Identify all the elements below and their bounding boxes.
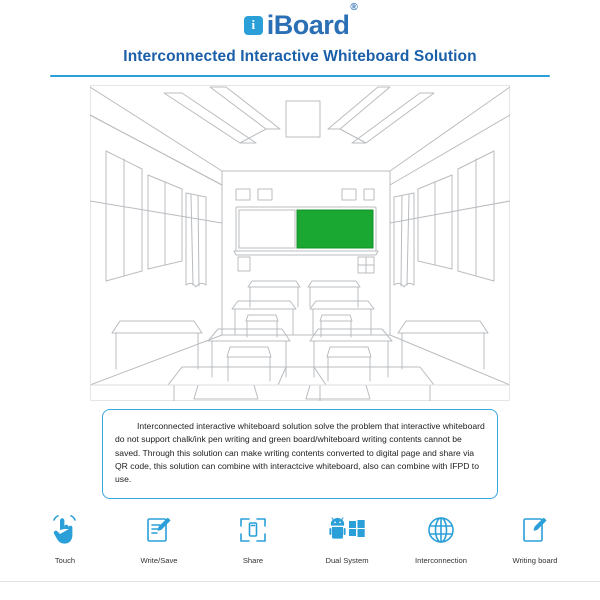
share-devices-icon <box>238 513 268 547</box>
globe-interconnection-icon <box>426 513 456 547</box>
dual-system-icon <box>329 513 365 547</box>
description-box <box>102 409 498 499</box>
feature-dual-system[interactable] <box>310 513 384 565</box>
feature-label: Touch <box>54 555 76 565</box>
feature-writing-board[interactable] <box>498 513 572 565</box>
brand-name: iBoard® <box>266 1 358 40</box>
feature-label: Share <box>242 555 264 565</box>
feature-share[interactable] <box>216 513 290 565</box>
feature-interconnection[interactable] <box>404 513 478 565</box>
feature-label: Interconnection <box>415 555 467 565</box>
description-text: Interconnected interactive whiteboard solution solve the problem that interactive whiteboard do not support chalk/ink pen writing and green board/whiteboard writing contents cannot be saved. Through this solution can make writing contents converted to digital page and share via QR code, this solution can combine with interactcive whiteboard, also can combine with IFPD to use. <box>115 421 485 485</box>
feature-list <box>0 513 600 565</box>
feature-touch[interactable] <box>28 513 102 565</box>
brand-logo <box>0 0 600 42</box>
logo-mark-icon <box>244 16 263 35</box>
registered-mark: ® <box>350 1 358 13</box>
feature-write-save[interactable] <box>122 513 196 565</box>
footer-divider <box>0 581 600 582</box>
touch-hand-icon <box>51 513 79 547</box>
writing-board-icon <box>521 513 549 547</box>
classroom-illustration <box>90 85 510 401</box>
feature-label: Writing board <box>512 555 558 565</box>
feature-label: Dual System <box>325 555 369 565</box>
page-title: Interconnected Interactive Whiteboard Solution <box>123 48 477 65</box>
write-save-icon <box>145 513 173 547</box>
logo-mark-letter: i <box>251 17 256 32</box>
feature-label: Write/Save <box>140 555 178 565</box>
title-divider <box>50 75 550 77</box>
